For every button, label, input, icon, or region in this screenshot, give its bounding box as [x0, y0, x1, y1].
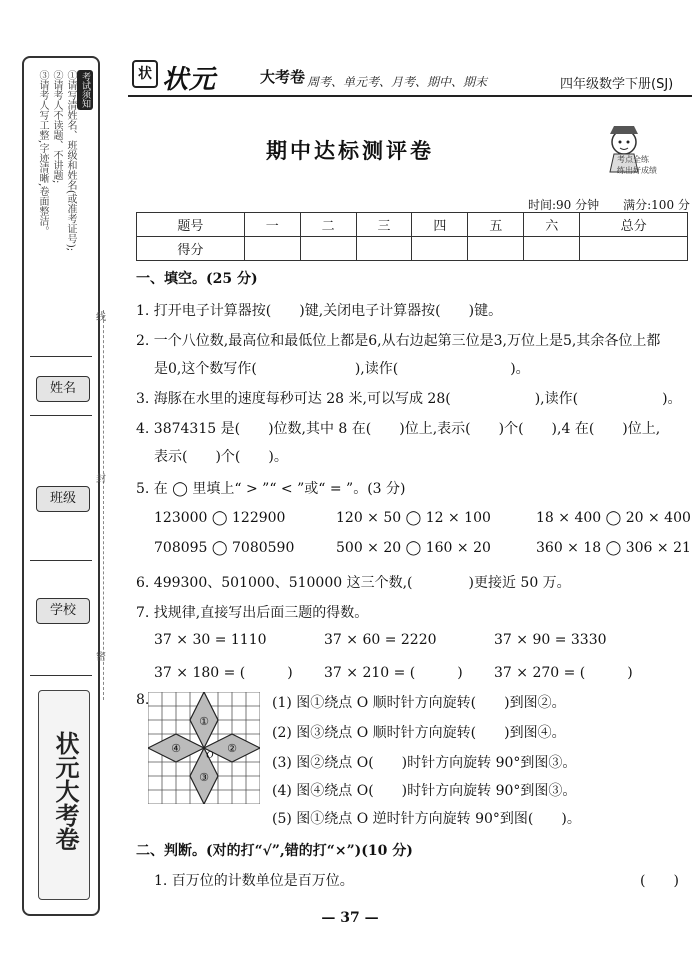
divider — [30, 415, 92, 416]
question-8-number: 8. — [136, 692, 150, 708]
shape-label: ② — [227, 742, 237, 755]
header-rule — [128, 95, 692, 97]
question-6: 6. 499300、501000、510000 这三个数,( )更接近 50 万。 — [136, 575, 571, 591]
slogan — [617, 154, 657, 176]
rotation-question: (3) 图②绕点 O( )时针方向旋转 90°到图③。 — [272, 755, 577, 771]
score-cell[interactable] — [300, 237, 356, 261]
question-5: 5. 在 ◯ 里填上“ > ”“ < ”或“ = ”。(3 分) — [136, 481, 406, 497]
question-4-cont: 表示( )个( )。 — [154, 449, 288, 465]
exam-rules — [35, 70, 93, 350]
table-header: 二 — [300, 213, 356, 237]
table-header: 总分 — [580, 213, 688, 237]
question-7: 7. 找规律,直接写出后面三题的得数。 — [136, 605, 369, 621]
rule-line: ③请考人写工整,字迹清晰,卷面整洁。 — [37, 70, 48, 237]
slogan-line: 练出好成绩 — [617, 166, 657, 175]
judgement-1: 1. 百万位的计数单位是百万位。 — [154, 873, 354, 889]
school-field-label: 学校 — [36, 598, 90, 624]
pattern-item: 37 × 270 = ( ) — [494, 665, 633, 681]
cut-line-char: 封 — [96, 474, 106, 485]
score-cell[interactable] — [468, 237, 524, 261]
brand-subtitle: 大考卷 — [260, 68, 306, 86]
cut-line-char: 线 — [96, 312, 106, 323]
question-4: 4. 3874315 是( )位数,其中 8 在( )位上,表示( )个( ),4 在( )位上, — [136, 421, 661, 437]
score-cell[interactable] — [244, 237, 300, 261]
table-header: 五 — [468, 213, 524, 237]
rotation-question: (4) 图④绕点 O( )时针方向旋转 90°到图③。 — [272, 783, 577, 799]
compare-item: 708095 ◯ 7080590 — [154, 540, 295, 556]
section-heading: 一、填空。(25 分) — [136, 271, 258, 287]
rules-tag: 考试须知 — [77, 70, 93, 110]
divider — [30, 560, 92, 561]
rotation-question: (1) 图①绕点 O 顺时针方向旋转( )到图②。 — [272, 695, 566, 711]
score-cell[interactable] — [356, 237, 412, 261]
divider — [30, 356, 92, 357]
table-header: 六 — [524, 213, 580, 237]
strip-logo-text: 状元大考卷 — [51, 731, 79, 851]
rule-line: ①请写清姓名、班级和姓名(或准考证号); — [65, 70, 76, 252]
score-cell[interactable] — [580, 237, 688, 261]
compare-item: 500 × 20 ◯ 160 × 20 — [336, 540, 491, 556]
slogan-line: 考点全练 — [617, 155, 649, 164]
compare-item: 123000 ◯ 122900 — [154, 510, 286, 526]
rule-line: ②请考人不读题、不讲题; — [51, 70, 62, 184]
table-header: 三 — [356, 213, 412, 237]
question-2-cont: 是0,这个数写作( ),读作( )。 — [154, 361, 530, 377]
cut-line — [103, 310, 104, 700]
page-title: 期中达标测评卷 — [266, 139, 434, 163]
compare-item: 18 × 400 ◯ 20 × 400 — [536, 510, 691, 526]
score-row-label: 得分 — [137, 237, 245, 261]
question-2: 2. 一个八位数,最高位和最低位上都是6,从右边起第三位是3,万位上是5,其余各位上都 — [136, 333, 661, 349]
shape-label: ④ — [171, 742, 181, 755]
shape-label: ③ — [199, 771, 209, 784]
strip-logo — [38, 690, 90, 900]
score-cell[interactable] — [412, 237, 468, 261]
time-info: 时间:90 分钟 满分:100 分 — [528, 198, 690, 212]
table-header: 题号 — [137, 213, 245, 237]
pattern-item: 37 × 210 = ( ) — [324, 665, 463, 681]
pattern-item: 37 × 180 = ( ) — [154, 665, 293, 681]
pattern-item: 37 × 90 = 3330 — [494, 632, 607, 648]
center-point-label: O — [206, 751, 214, 761]
table-header: 四 — [412, 213, 468, 237]
answer-blank[interactable]: ( ) — [640, 873, 679, 889]
compare-item: 360 × 18 ◯ 306 × 21 — [536, 540, 691, 556]
rotation-question: (5) 图①绕点 O 逆时针方向旋转 90°到图( )。 — [272, 811, 581, 827]
grade-label: 四年级数学下册(SJ) — [560, 77, 674, 92]
score-table — [136, 212, 688, 261]
cut-line-char: 密 — [96, 652, 106, 663]
exam-types: 周考、单元考、月考、期中、期末 — [307, 75, 488, 89]
score-cell[interactable] — [524, 237, 580, 261]
page-number: — 37 — — [321, 910, 379, 926]
shape-label: ① — [199, 715, 209, 728]
compare-item: 120 × 50 ◯ 12 × 100 — [336, 510, 491, 526]
brand-name: 状元 — [162, 65, 217, 95]
brand-logo-icon: 状 — [132, 60, 158, 88]
rotation-question: (2) 图③绕点 O 顺时针方向旋转( )到图④。 — [272, 725, 566, 741]
section-heading: 二、判断。(对的打“√”,错的打“×”)(10 分) — [136, 843, 413, 859]
question-1: 1. 打开电子计算器按( )键,关闭电子计算器按( )键。 — [136, 303, 503, 319]
rotation-grid-figure — [148, 692, 260, 804]
name-field-label: 姓名 — [36, 376, 90, 402]
table-header: 一 — [244, 213, 300, 237]
divider — [30, 675, 92, 676]
pattern-item: 37 × 60 = 2220 — [324, 632, 437, 648]
class-field-label: 班级 — [36, 486, 90, 512]
question-3: 3. 海豚在水里的速度每秒可达 28 米,可以写成 28( ),读作( )。 — [136, 391, 682, 407]
pattern-item: 37 × 30 = 1110 — [154, 632, 267, 648]
